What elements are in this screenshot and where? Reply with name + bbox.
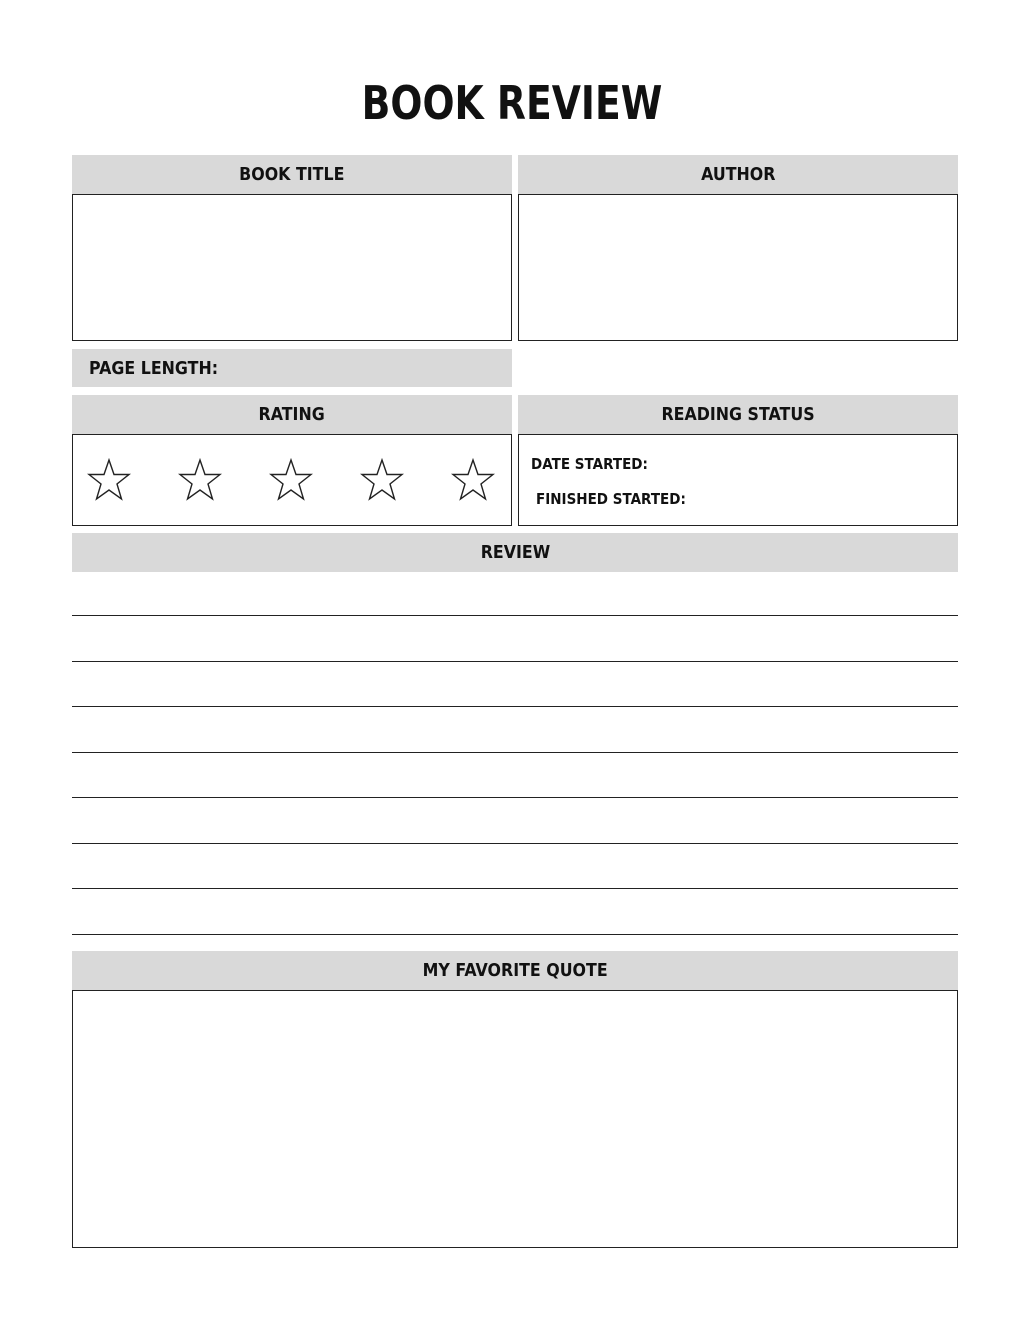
book-title-field[interactable] [72, 194, 512, 341]
finished-started-field[interactable] [536, 490, 703, 508]
star-icon-5[interactable] [451, 458, 495, 502]
favorite-quote-field[interactable] [72, 990, 958, 1248]
review-header [72, 533, 958, 572]
date-started-label: DATE STARTED: [531, 455, 648, 473]
reading-status-box [518, 434, 958, 526]
review-line-7[interactable] [72, 888, 958, 889]
star-icon-3[interactable] [269, 458, 313, 502]
author-header [518, 155, 958, 194]
page-title: BOOK REVIEW [361, 76, 663, 130]
rating-box [72, 434, 512, 526]
review-line-6[interactable] [72, 843, 958, 844]
star-icon-4[interactable] [360, 458, 404, 502]
rating-label: RATING [258, 404, 326, 425]
author-field[interactable] [518, 194, 958, 341]
reading-status-header [518, 395, 958, 434]
page-length-field[interactable] [72, 349, 512, 387]
review-line-2[interactable] [72, 661, 958, 662]
review-line-4[interactable] [72, 752, 958, 753]
page-length-label: PAGE LENGTH: [89, 357, 219, 379]
finished-started-label: FINISHED STARTED: [536, 490, 686, 508]
review-label: REVIEW [480, 542, 550, 563]
review-line-8[interactable] [72, 934, 958, 935]
author-label: AUTHOR [700, 164, 776, 185]
star-icon-1[interactable] [87, 458, 131, 502]
review-line-5[interactable] [72, 797, 958, 798]
book-title-label: BOOK TITLE [239, 164, 345, 185]
review-line-3[interactable] [72, 706, 958, 707]
review-line-1[interactable] [72, 615, 958, 616]
star-icon-2[interactable] [178, 458, 222, 502]
reading-status-label: READING STATUS [661, 404, 815, 425]
favorite-quote-header [72, 951, 958, 990]
date-started-field[interactable] [531, 455, 661, 473]
rating-header [72, 395, 512, 434]
favorite-quote-label: MY FAVORITE QUOTE [422, 960, 608, 981]
book-title-header [72, 155, 512, 194]
